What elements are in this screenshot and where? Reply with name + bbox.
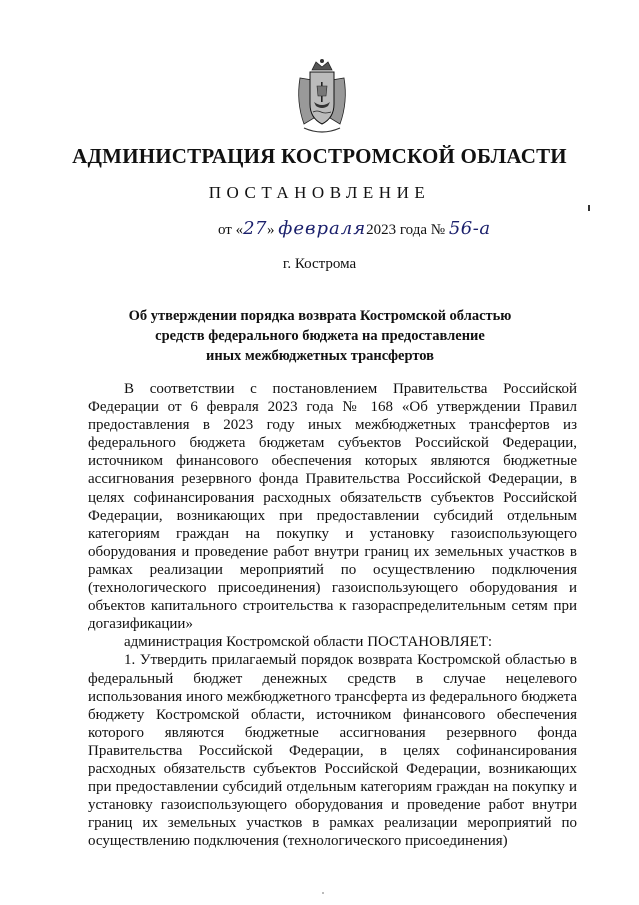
organization-title: АДМИНИСТРАЦИЯ КОСТРОМСКОЙ ОБЛАСТИ: [72, 144, 567, 168]
date-year: 2023 года №: [366, 222, 446, 238]
document-body: [88, 380, 577, 850]
date-day: 27: [243, 218, 268, 239]
date-mid: »: [267, 222, 275, 238]
document-number: 56-а: [448, 218, 491, 239]
scan-mark: [588, 205, 590, 211]
paragraph-preamble: В соответствии с постановлением Правительства Российской Федерации от 6 февраля 2023 года № 168 «Об утверждении Правил предоставления в 2023 году иных межбюджетных трансфертов из федерального бюджета бюджетам субъектов Российской Федерации, источником финансового обеспечения которых являются бюджетные ассигнования резервного фонда Правительства Российской Федерации, в целях софинансирования расходных обязательств субъектов Российской Федерации, возникающих при предоставлении субсидий отдельным категориям граждан на покупку и установку газоиспользующего оборудования и проведение работ внутри границ их земельных участков в рамках реализации мероприятий по осуществлению подключения (технологического присоединения) газоиспользующего оборудования и объектов капитального строительства к газораспределительным сетям при догазификации»: [88, 381, 577, 633]
document-subject: [100, 306, 540, 366]
date-month: февраля: [278, 218, 367, 239]
document-type: ПОСТАНОВЛЕНИЕ: [208, 183, 431, 202]
city: г. Кострома: [282, 256, 357, 272]
subject-line-1: Об утверждении порядка возврата Костромской областью: [128, 308, 512, 324]
subject-line-2: средств федерального бюджета на предоставление: [155, 328, 485, 344]
date-prefix: от «: [218, 222, 244, 238]
date-number-line: [218, 218, 491, 239]
paragraph-item-1: 1. Утвердить прилагаемый порядок возврата Костромской областью в федеральный бюджет денежных средств в случае нецелевого использования иного межбюджетного трансферта из федерального бюджета бюджету Костромской области, источником финансового обеспечения которого являются бюджетные ассигнования резервного фонда Правительства Российской Федерации, в целях софинансирования расходных обязательств субъектов Российской Федерации, возникающих при предоставлении субсидий отдельным категориям граждан на покупку и установку газоиспользующего оборудования и проведение работ внутри границ их земельных участков в рамках реализации мероприятий по осуществлению подключения (технологического присоединения): [88, 652, 577, 850]
coat-of-arms-icon: [294, 58, 350, 136]
paragraph-resolution: администрация Костромской области ПОСТАНОВЛЯЕТ:: [124, 634, 493, 651]
scan-dot: [322, 892, 324, 894]
subject-line-3: иных межбюджетных трансфертов: [205, 348, 434, 364]
